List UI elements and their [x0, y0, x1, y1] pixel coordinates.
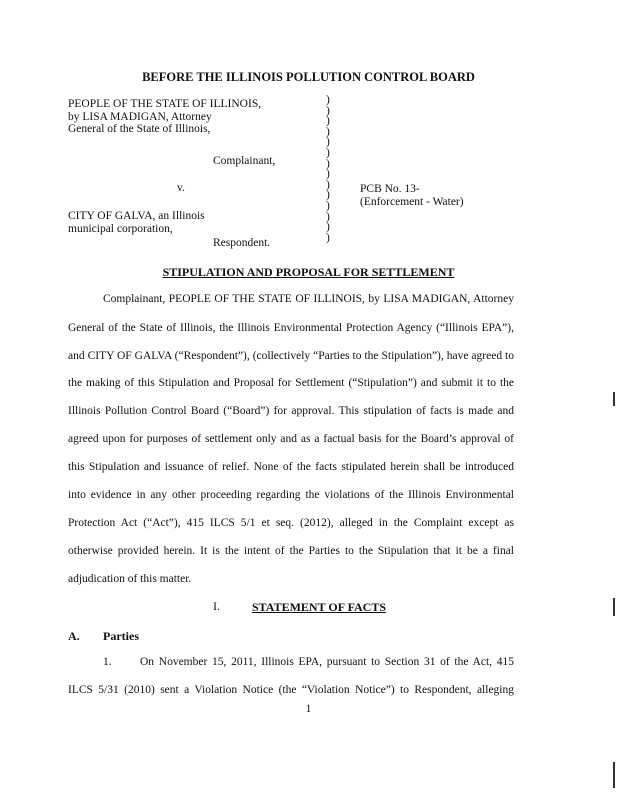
paren: )	[326, 221, 330, 234]
respondent-line: CITY OF GALVA, an Illinois	[68, 210, 205, 222]
paragraph-line: On November 15, 2011, Illinois EPA, pursuant to Section 31 of the Act, 415	[140, 656, 514, 668]
paragraph-line: Complainant, PEOPLE OF THE STATE OF ILLINOIS, by LISA MADIGAN, Attorney	[103, 293, 514, 305]
paren: )	[326, 146, 330, 159]
complainant-line: by LISA MADIGAN, Attorney	[68, 110, 212, 123]
complainant-block	[68, 98, 261, 136]
paren: )	[326, 210, 330, 223]
paragraph-line: into evidence in any other proceeding regarding the violations of the Illinois Environmental	[68, 489, 514, 501]
section-title: STATEMENT OF FACTS	[252, 600, 387, 614]
paren: )	[326, 157, 330, 170]
caption-paren-column	[326, 95, 330, 243]
paren: )	[326, 199, 330, 212]
scan-mark	[613, 598, 615, 616]
page-number: 1	[305, 703, 312, 715]
subsection-letter: A.	[68, 629, 80, 643]
paragraph-line: this Stipulation and issuance of relief. None of the facts stipulated herein shall be introduced	[68, 461, 514, 473]
paren: )	[326, 104, 330, 117]
paragraph-line: Illinois Pollution Control Board (“Board”) for approval. This stipulation of facts is made and	[68, 405, 514, 417]
complainant-line: PEOPLE OF THE STATE OF ILLINOIS,	[68, 98, 262, 110]
paragraph-line: ILCS 5/31 (2010) sent a Violation Notice (the “Violation Notice”) to Respondent, alleging	[68, 684, 514, 696]
document-heading: STIPULATION AND PROPOSAL FOR SETTLEMENT	[162, 265, 455, 279]
paren: )	[326, 168, 330, 181]
paren: )	[326, 115, 330, 128]
paragraph-line: otherwise provided herein. It is the intent of the Parties to the Stipulation that it be a final	[68, 545, 514, 557]
paragraph-line: the making of this Stipulation and Proposal for Settlement (“Stipulation”) and submit it to the	[68, 377, 514, 389]
versus-label: v.	[177, 182, 185, 194]
paragraph-number: 1.	[103, 656, 112, 668]
paren: )	[326, 189, 330, 202]
paragraph-line: and CITY OF GALVA (“Respondent”), (collectively “Parties to the Stipulation”), have agreed to	[68, 350, 514, 362]
respondent-block	[68, 210, 205, 235]
case-number: PCB No. 13-	[360, 183, 420, 195]
scan-mark	[613, 392, 615, 406]
paren: )	[326, 231, 330, 244]
paren: )	[326, 125, 330, 138]
scan-mark	[613, 762, 615, 788]
paragraph-line: agreed upon for purposes of settlement only and as a factual basis for the Board’s approval of	[68, 433, 514, 445]
paren: )	[326, 136, 330, 149]
paragraph-line: adjudication of this matter.	[68, 573, 192, 585]
complainant-role: Complainant,	[213, 155, 276, 167]
case-type: (Enforcement - Water)	[360, 196, 464, 208]
subsection-title: Parties	[103, 629, 139, 643]
paren: )	[326, 178, 330, 191]
paren: )	[326, 94, 330, 106]
court-title: BEFORE THE ILLINOIS POLLUTION CONTROL BOARD	[142, 70, 475, 84]
respondent-role: Respondent.	[213, 237, 271, 249]
paragraph-line: Protection Act (“Act”), 415 ILCS 5/1 et seq. (2012), alleged in the Complaint except as	[68, 517, 514, 529]
complainant-line: General of the State of Illinois,	[68, 123, 211, 135]
section-number: I.	[213, 599, 220, 613]
paragraph-line: General of the State of Illinois, the Illinois Environmental Protection Agency (“Illinois EPA”),	[68, 322, 514, 334]
respondent-line: municipal corporation,	[68, 222, 173, 235]
